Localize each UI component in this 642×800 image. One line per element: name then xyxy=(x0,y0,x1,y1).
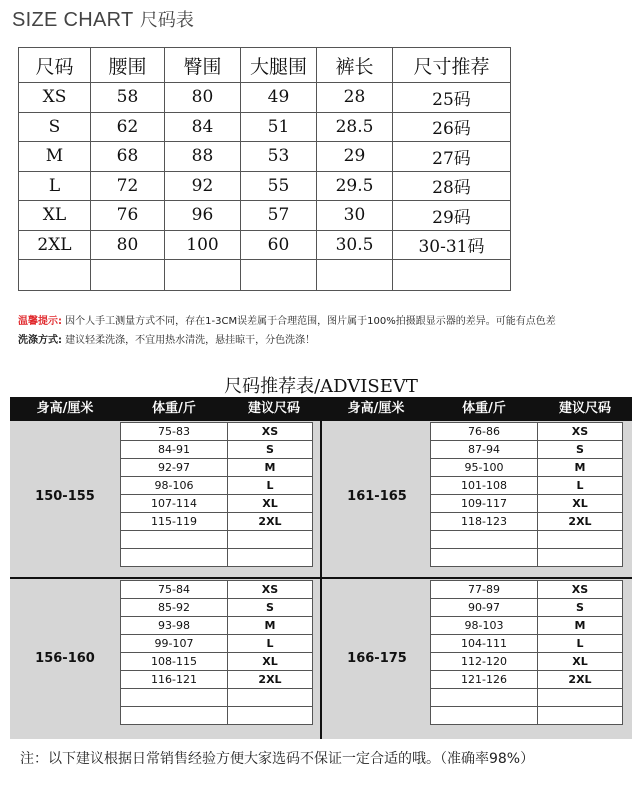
recommend-block xyxy=(430,580,623,725)
center-divider xyxy=(320,421,322,739)
size-cell xyxy=(538,707,623,725)
size-cell: S xyxy=(228,599,313,617)
tip-label: 温馨提示: xyxy=(18,316,62,327)
notes xyxy=(18,312,628,350)
recommend-row xyxy=(431,653,623,671)
size-cell xyxy=(538,689,623,707)
size-cell: 2XL xyxy=(228,671,313,689)
recommend-block xyxy=(120,580,313,725)
recommend-row xyxy=(431,495,623,513)
size-cell xyxy=(538,531,623,549)
wash-label: 洗涤方式: xyxy=(18,335,62,346)
size-cell: 2XL xyxy=(538,513,623,531)
weight-cell xyxy=(121,531,228,549)
size-chart-title xyxy=(12,6,194,32)
size-cell: 80 xyxy=(91,230,165,260)
weight-cell: 99-107 xyxy=(121,635,228,653)
size-cell: 60 xyxy=(241,230,317,260)
size-cell: 28 xyxy=(317,83,393,113)
size-cell: XS xyxy=(19,83,91,113)
recommend-row xyxy=(121,635,313,653)
col-header-height: 身高/厘米 xyxy=(36,401,94,416)
weight-cell xyxy=(121,549,228,567)
size-cell xyxy=(228,549,313,567)
recommend-row xyxy=(121,459,313,477)
size-cell: 84 xyxy=(165,112,241,142)
weight-cell: 75-83 xyxy=(121,423,228,441)
size-cell: 58 xyxy=(91,83,165,113)
weight-cell: 92-97 xyxy=(121,459,228,477)
size-cell: XL xyxy=(538,495,623,513)
tip-line xyxy=(18,312,628,331)
weight-cell xyxy=(121,689,228,707)
size-cell: XL xyxy=(538,653,623,671)
size-cell xyxy=(228,707,313,725)
col-header-weight: 体重/斤 xyxy=(152,401,196,416)
recommend-header-bar xyxy=(10,397,632,421)
empty-cell xyxy=(241,260,317,291)
size-cell: 29.5 xyxy=(317,171,393,201)
weight-cell xyxy=(431,531,538,549)
weight-cell: 112-120 xyxy=(431,653,538,671)
recommend-row xyxy=(121,581,313,599)
size-row xyxy=(19,201,511,231)
size-cell: 92 xyxy=(165,171,241,201)
size-cell: S xyxy=(538,599,623,617)
header-cell: 大腿围 xyxy=(241,48,317,83)
weight-cell: 75-84 xyxy=(121,581,228,599)
size-cell: S xyxy=(538,441,623,459)
recommend-title-cn: 尺码推荐表 xyxy=(224,376,315,397)
size-cell: 28.5 xyxy=(317,112,393,142)
size-cell: XL xyxy=(19,201,91,231)
recommend-block xyxy=(430,422,623,567)
size-row xyxy=(19,83,511,113)
recommend-row xyxy=(431,513,623,531)
size-cell: XS xyxy=(538,581,623,599)
weight-cell: 108-115 xyxy=(121,653,228,671)
size-cell: 2XL xyxy=(228,513,313,531)
size-cell: 27码 xyxy=(393,142,511,172)
size-cell: XS xyxy=(538,423,623,441)
weight-cell: 115-119 xyxy=(121,513,228,531)
weight-cell xyxy=(431,689,538,707)
size-cell: L xyxy=(538,635,623,653)
size-cell: 72 xyxy=(91,171,165,201)
recommend-row xyxy=(431,617,623,635)
recommend-row xyxy=(121,549,313,567)
size-cell: S xyxy=(19,112,91,142)
weight-cell: 77-89 xyxy=(431,581,538,599)
size-row xyxy=(19,171,511,201)
header-cell: 尺码 xyxy=(19,48,91,83)
size-cell: L xyxy=(228,635,313,653)
recommend-row xyxy=(121,513,313,531)
recommend-row xyxy=(431,477,623,495)
recommend-row xyxy=(121,617,313,635)
weight-cell: 121-126 xyxy=(431,671,538,689)
col-header-weight: 体重/斤 xyxy=(462,401,506,416)
header-cell: 裤长 xyxy=(317,48,393,83)
weight-cell: 109-117 xyxy=(431,495,538,513)
height-label: 150-155 xyxy=(35,489,95,504)
recommend-row xyxy=(121,477,313,495)
weight-cell: 95-100 xyxy=(431,459,538,477)
size-cell: XL xyxy=(228,653,313,671)
recommend-row xyxy=(431,689,623,707)
recommend-row xyxy=(431,441,623,459)
weight-cell: 118-123 xyxy=(431,513,538,531)
recommend-title xyxy=(0,372,642,398)
recommend-row xyxy=(431,581,623,599)
weight-cell xyxy=(431,549,538,567)
size-cell: 25码 xyxy=(393,83,511,113)
weight-cell: 98-103 xyxy=(431,617,538,635)
header-cell: 尺寸推荐 xyxy=(393,48,511,83)
weight-cell: 85-92 xyxy=(121,599,228,617)
recommend-row xyxy=(121,423,313,441)
recommend-row xyxy=(431,459,623,477)
size-cell: 2XL xyxy=(538,671,623,689)
wash-line xyxy=(18,331,628,350)
size-cell: L xyxy=(228,477,313,495)
size-cell: 68 xyxy=(91,142,165,172)
size-cell: L xyxy=(19,171,91,201)
height-label: 156-160 xyxy=(35,651,95,666)
size-cell: 29码 xyxy=(393,201,511,231)
recommend-row xyxy=(121,653,313,671)
size-cell: 96 xyxy=(165,201,241,231)
size-cell: M xyxy=(538,459,623,477)
col-header-size: 建议尺码 xyxy=(558,401,611,416)
title-cn: 尺码表 xyxy=(139,10,194,31)
size-cell: 30 xyxy=(317,201,393,231)
empty-cell xyxy=(393,260,511,291)
empty-cell xyxy=(317,260,393,291)
height-label: 161-165 xyxy=(347,489,407,504)
recommend-row xyxy=(431,549,623,567)
size-cell: S xyxy=(228,441,313,459)
empty-cell xyxy=(165,260,241,291)
size-chart-table xyxy=(18,47,511,291)
recommend-row xyxy=(431,423,623,441)
recommend-row xyxy=(121,689,313,707)
size-cell: 88 xyxy=(165,142,241,172)
size-cell: 26码 xyxy=(393,112,511,142)
empty-cell xyxy=(19,260,91,291)
recommend-title-en: /ADVISEVT xyxy=(314,376,418,397)
size-cell: 29 xyxy=(317,142,393,172)
recommend-block xyxy=(120,422,313,567)
recommend-row xyxy=(431,707,623,725)
size-cell xyxy=(538,549,623,567)
recommend-row xyxy=(121,599,313,617)
weight-cell: 101-108 xyxy=(431,477,538,495)
col-header-size: 建议尺码 xyxy=(247,401,300,416)
weight-cell: 90-97 xyxy=(431,599,538,617)
size-row xyxy=(19,142,511,172)
size-cell: 49 xyxy=(241,83,317,113)
size-cell: 30.5 xyxy=(317,230,393,260)
size-cell: XL xyxy=(228,495,313,513)
empty-cell xyxy=(91,260,165,291)
size-cell: 51 xyxy=(241,112,317,142)
size-cell: M xyxy=(19,142,91,172)
size-cell: 28码 xyxy=(393,171,511,201)
recommend-row xyxy=(431,635,623,653)
size-cell: 2XL xyxy=(19,230,91,260)
recommend-row xyxy=(431,599,623,617)
size-chart-header-row xyxy=(19,48,511,83)
recommend-row xyxy=(121,441,313,459)
size-cell: 62 xyxy=(91,112,165,142)
size-cell: M xyxy=(228,617,313,635)
weight-cell xyxy=(431,707,538,725)
weight-cell: 116-121 xyxy=(121,671,228,689)
weight-cell xyxy=(121,707,228,725)
recommend-row xyxy=(121,671,313,689)
size-cell: XS xyxy=(228,423,313,441)
recommend-row xyxy=(121,707,313,725)
size-cell: 55 xyxy=(241,171,317,201)
size-chart-empty-row xyxy=(19,260,511,291)
size-cell xyxy=(228,689,313,707)
size-cell: XS xyxy=(228,581,313,599)
weight-cell: 84-91 xyxy=(121,441,228,459)
weight-cell: 107-114 xyxy=(121,495,228,513)
size-cell: 100 xyxy=(165,230,241,260)
weight-cell: 87-94 xyxy=(431,441,538,459)
col-header-height: 身高/厘米 xyxy=(347,401,405,416)
size-row xyxy=(19,112,511,142)
size-cell: M xyxy=(538,617,623,635)
weight-cell: 76-86 xyxy=(431,423,538,441)
recommend-table xyxy=(10,397,632,739)
recommend-row xyxy=(431,531,623,549)
size-cell: L xyxy=(538,477,623,495)
header-cell: 臀围 xyxy=(165,48,241,83)
size-row xyxy=(19,230,511,260)
recommend-row xyxy=(431,671,623,689)
header-cell: 腰围 xyxy=(91,48,165,83)
tip-text: 因个人手工测量方式不同，存在1-3CM误差属于合理范围，图片属于100%拍摄跟显示器的差异。可能有点色差 xyxy=(62,316,556,327)
size-cell: 80 xyxy=(165,83,241,113)
weight-cell: 104-111 xyxy=(431,635,538,653)
title-en: SIZE CHART xyxy=(12,9,134,31)
weight-cell: 93-98 xyxy=(121,617,228,635)
size-cell xyxy=(228,531,313,549)
recommend-row xyxy=(121,495,313,513)
size-cell: 76 xyxy=(91,201,165,231)
size-cell: 30-31码 xyxy=(393,230,511,260)
weight-cell: 98-106 xyxy=(121,477,228,495)
middle-divider xyxy=(10,577,632,579)
height-label: 166-175 xyxy=(347,651,407,666)
size-cell: 57 xyxy=(241,201,317,231)
recommend-row xyxy=(121,531,313,549)
wash-text: 建议轻柔洗涤，不宜用热水清洗，悬挂晾干，分色洗涤！ xyxy=(62,335,316,346)
size-cell: M xyxy=(228,459,313,477)
size-cell: 53 xyxy=(241,142,317,172)
footer-note: 注：以下建议根据日常销售经验方便大家选码不保证一定合适的哦。（准确率98%） xyxy=(20,751,535,767)
